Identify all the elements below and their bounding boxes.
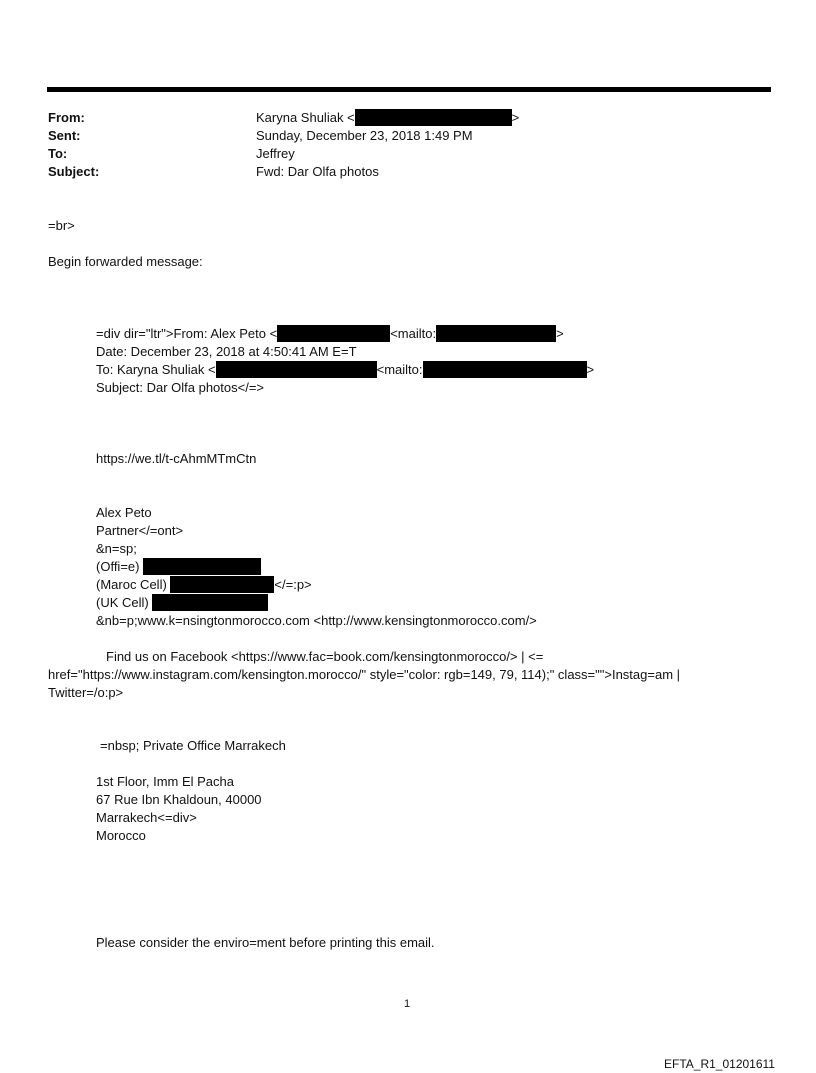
uk-cell-label: (UK Cell) xyxy=(96,595,149,610)
sent-value: Sunday, December 23, 2018 1:49 PM xyxy=(256,128,473,143)
sent-label: Sent: xyxy=(48,128,81,143)
fwd-from-prefix: =div dir="ltr">From: Alex Peto < xyxy=(96,326,278,341)
redaction-box xyxy=(143,558,261,575)
to-label: To: xyxy=(48,146,68,161)
signature-website: &nb=p;www.k=nsingtonmorocco.com <http://www.kensingtonmorocco.com/> xyxy=(96,613,537,628)
facebook-line-3: Twitter=/o:p> xyxy=(48,685,124,700)
signature-uk-cell xyxy=(96,594,268,611)
fwd-subject-line: Subject: Dar Olfa photos</=> xyxy=(96,380,265,395)
redaction-box xyxy=(170,576,274,593)
office-heading: =nbsp; Private Office Marrakech xyxy=(100,738,286,753)
header-rule xyxy=(47,87,771,92)
begin-forwarded-text: Begin forwarded message: xyxy=(48,254,203,269)
from-label: From: xyxy=(48,110,85,125)
redaction-box xyxy=(152,594,268,611)
fwd-to-line xyxy=(96,361,594,378)
address-line-4: Morocco xyxy=(96,828,146,843)
fwd-to-mailto: <mailto: xyxy=(376,362,423,377)
br-line: =br> xyxy=(48,218,75,233)
signature-title: Partner</=ont> xyxy=(96,523,184,538)
fwd-date-line: Date: December 23, 2018 at 4:50:41 AM E=T xyxy=(96,344,357,359)
from-value xyxy=(256,109,519,126)
fwd-to-suffix: > xyxy=(586,362,595,377)
maroc-cell-label: (Maroc Cell) xyxy=(96,577,167,592)
signature-office xyxy=(96,558,261,575)
redaction-box xyxy=(423,361,587,378)
from-value-suffix: > xyxy=(511,110,520,125)
signature-maroc-cell xyxy=(96,576,312,593)
facebook-line-1: Find us on Facebook <https://www.fac=book.com/kensingtonmorocco/> | <= xyxy=(106,649,544,664)
address-line-1: 1st Floor, Imm El Pacha xyxy=(96,774,234,789)
redaction-box xyxy=(355,109,512,126)
facebook-line-2: href="https://www.instagram.com/kensington.morocco/" style="color: rgb=149, 79, 114);" class="">Instag=am | xyxy=(48,667,681,682)
redaction-box xyxy=(436,325,556,342)
address-line-3: Marrakech<=div> xyxy=(96,810,197,825)
signature-name: Alex Peto xyxy=(96,505,152,520)
maroc-cell-suffix: </=:p> xyxy=(274,577,312,592)
address-line-2: 67 Rue Ibn Khaldoun, 40000 xyxy=(96,792,262,807)
subject-label: Subject: xyxy=(48,164,100,179)
to-value: Jeffrey xyxy=(256,146,295,161)
office-label: (Offi=e) xyxy=(96,559,140,574)
environment-note: Please consider the enviro=ment before printing this email. xyxy=(96,935,435,950)
fwd-from-suffix: > xyxy=(556,326,564,341)
page-number: 1 xyxy=(404,998,411,1010)
from-value-prefix: Karyna Shuliak < xyxy=(256,110,355,125)
redaction-box xyxy=(216,361,377,378)
subject-value: Fwd: Dar Olfa photos xyxy=(256,164,379,179)
fwd-from-mailto: <mailto: xyxy=(390,326,437,341)
fwd-to-prefix: To: Karyna Shuliak < xyxy=(96,362,216,377)
signature-nbsp: &n=sp; xyxy=(96,541,137,556)
bates-number: EFTA_R1_01201611 xyxy=(664,1057,775,1071)
fwd-from-line xyxy=(96,325,564,342)
redaction-box xyxy=(277,325,390,342)
transfer-link[interactable]: https://we.tl/t-cAhmMTmCtn xyxy=(96,451,257,466)
